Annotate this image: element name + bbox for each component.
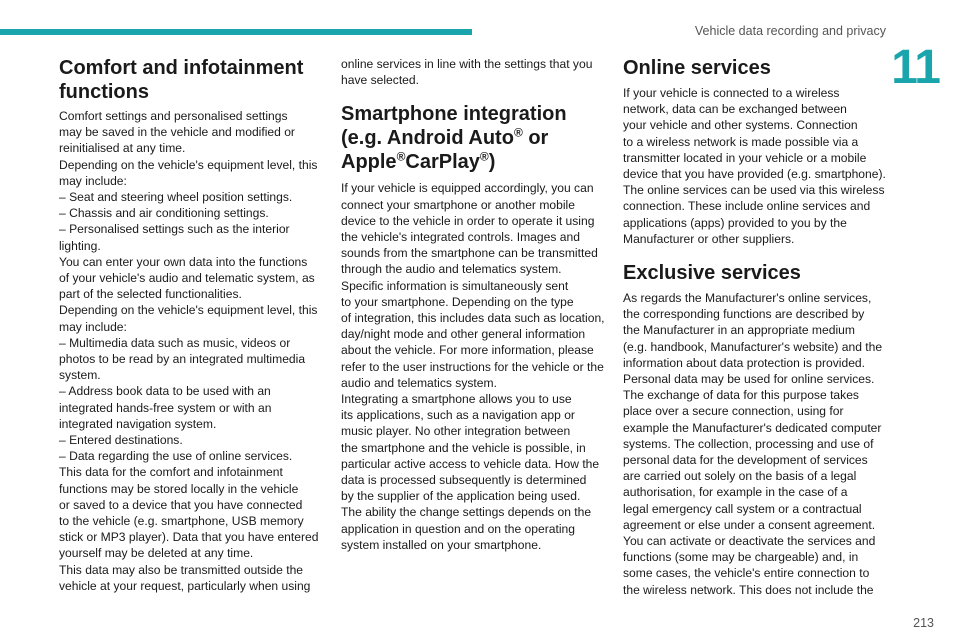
text-line: You can activate or deactivate the services and xyxy=(623,534,876,549)
heading-smartphone-integration xyxy=(341,102,606,174)
text-line: Depending on the vehicle's equipment level, this xyxy=(59,303,318,318)
registered-mark: ® xyxy=(396,149,406,164)
heading-line: functions xyxy=(59,81,149,103)
text-line: network, data can be exchanged between xyxy=(623,102,847,117)
smartphone-body-text xyxy=(341,180,606,553)
text-line: functions may be stored locally in the vehicle xyxy=(59,481,299,496)
text-line: If your vehicle is connected to a wireless xyxy=(623,86,840,100)
column-2 xyxy=(341,56,606,553)
text-line: or saved to a device that you have connected xyxy=(59,497,303,512)
text-line: may be saved in the vehicle and modified or xyxy=(59,125,295,140)
text-line: – Personalised settings such as the interior xyxy=(59,222,290,237)
text-line: Manufacturer or other suppliers. xyxy=(623,231,795,246)
text-line: the wireless network. This does not include the xyxy=(623,582,874,597)
text-line: your vehicle and other systems. Connection xyxy=(623,118,858,133)
continued-text xyxy=(341,56,606,88)
heading-line: Smartphone integration xyxy=(341,103,567,126)
header-accent-bar xyxy=(0,29,472,35)
text-line: photos to be read by an integrated multimedia xyxy=(59,352,306,367)
text-line: by the supplier of the application being used. xyxy=(341,489,581,504)
text-line: may include: xyxy=(59,173,127,188)
text-line: legal emergency call system or a contractual xyxy=(623,501,862,516)
text-line: – Chassis and air conditioning settings. xyxy=(59,206,269,221)
heading-online-services: Online services xyxy=(623,57,771,79)
text-line: connect your smartphone or another mobile xyxy=(341,197,575,212)
text-line: through the audio and telematics system. xyxy=(341,262,562,277)
text-line: the corresponding functions are described by xyxy=(623,307,865,322)
text-line: Personal data may be used for online services. xyxy=(623,372,875,387)
text-line: – Multimedia data such as music, videos or xyxy=(59,335,291,350)
text-line: place over a secure connection, using for xyxy=(623,404,844,419)
text-line: stick or MP3 player). Data that you have entered xyxy=(59,530,319,545)
text-line: online services in line with the settings that you xyxy=(341,57,593,71)
text-line: This data may also be transmitted outside the xyxy=(59,562,304,577)
text-line: reinitialised at any time. xyxy=(59,141,186,156)
text-line: system. xyxy=(59,368,101,383)
text-line: music player. No other integration between xyxy=(341,424,571,439)
text-line: have selected. xyxy=(341,73,419,88)
text-line: system installed on your smartphone. xyxy=(341,537,542,552)
text-line: about the vehicle. For more information, please xyxy=(341,343,594,358)
text-line: (e.g. handbook, Manufacturer's website) and the xyxy=(623,339,883,354)
text-line: to your smartphone. Depending on the type xyxy=(341,294,574,309)
text-line: If your vehicle is equipped accordingly, you can xyxy=(341,181,594,196)
text-line: authorisation, for example in the case of a xyxy=(623,485,848,500)
text-line: lighting. xyxy=(59,238,101,253)
text-line: of your vehicle's audio and telematic system, as xyxy=(59,271,315,286)
text-line: This data for the comfort and infotainment xyxy=(59,465,283,480)
text-line: device that you have provided (e.g. smartphone). xyxy=(623,167,886,182)
text-line: of integration, this includes data such as location, xyxy=(341,311,605,326)
text-line: integrated hands-free system or with an xyxy=(59,400,272,415)
text-line: The online services can be used via this wireless xyxy=(623,183,885,198)
text-line: application in question and on the operating xyxy=(341,521,575,536)
text-line: vehicle at your request, particularly when using xyxy=(59,578,311,593)
page-number: 213 xyxy=(913,616,934,630)
text-line: the smartphone and the vehicle is possible, in xyxy=(341,440,586,455)
heading-text: CarPlay xyxy=(405,151,480,174)
text-line: – Entered destinations. xyxy=(59,433,183,448)
text-line: – Seat and steering wheel position settings. xyxy=(59,190,293,205)
text-line: integrated navigation system. xyxy=(59,416,217,431)
text-line: device to the vehicle in order to operate it using xyxy=(341,213,595,228)
exclusive-services-body-text xyxy=(623,290,889,598)
text-line: sounds from the smartphone can be transmitted xyxy=(341,246,598,261)
text-line: some cases, the vehicle's entire connection to xyxy=(623,566,870,581)
text-line: to a wireless network is made possible via a xyxy=(623,134,859,149)
text-line: particular active access to vehicle data. How the xyxy=(341,456,600,471)
text-line: part of the selected functionalities. xyxy=(59,287,242,302)
text-line: information about data protection is provided. xyxy=(623,355,866,370)
heading-line: Comfort and infotainment xyxy=(59,57,304,79)
comfort-body-text xyxy=(59,108,321,594)
text-line: audio and telematics system. xyxy=(341,375,497,390)
text-line: its applications, such as a navigation app or xyxy=(341,408,575,423)
text-line: data is processed subsequently is determined xyxy=(341,473,587,488)
text-line: functions (some may be chargeable) and, in xyxy=(623,550,859,565)
registered-mark: ® xyxy=(479,149,489,164)
text-line: the vehicle's integrated controls. Images and xyxy=(341,230,580,245)
text-line: agreement or else under a consent agreement. xyxy=(623,517,876,532)
text-line: systems. The collection, processing and use of xyxy=(623,436,874,451)
text-line: Specific information is simultaneously sent xyxy=(341,278,569,293)
text-line: example the Manufacturer's dedicated computer xyxy=(623,420,882,435)
online-services-body-text xyxy=(623,85,889,247)
text-line: The ability the change settings depends on the xyxy=(341,505,592,520)
heading-text: Apple xyxy=(341,151,397,174)
chapter-number: 11 xyxy=(891,41,940,94)
text-line: day/night mode and other general information xyxy=(341,327,586,342)
text-line: – Address book data to be used with an xyxy=(59,384,271,399)
text-line: You can enter your own data into the functions xyxy=(59,254,308,269)
text-line: the Manufacturer in an appropriate medium xyxy=(623,323,855,338)
text-line: connection. These include online services and xyxy=(623,199,871,214)
heading-comfort-infotainment xyxy=(59,56,321,104)
text-line: The exchange of data for this purpose takes xyxy=(623,388,859,403)
text-line: transmitter located in your vehicle or a mobile xyxy=(623,150,867,165)
heading-text: ) xyxy=(488,151,496,174)
text-line: refer to the user instructions for the vehicle or the xyxy=(341,359,604,374)
text-line: to the vehicle (e.g. smartphone, USB memory xyxy=(59,514,304,529)
heading-exclusive-services: Exclusive services xyxy=(623,262,801,285)
text-line: personal data for the development of services xyxy=(623,453,868,468)
text-line: Integrating a smartphone allows you to use xyxy=(341,392,572,407)
text-line: – Data regarding the use of online services. xyxy=(59,449,293,464)
text-line: Depending on the vehicle's equipment level, this xyxy=(59,157,318,172)
running-head: Vehicle data recording and privacy xyxy=(694,24,886,38)
column-1 xyxy=(59,56,321,594)
text-line: applications (apps) provided to you by the xyxy=(623,215,847,230)
text-line: Comfort settings and personalised settings xyxy=(59,109,288,123)
registered-mark: ® xyxy=(513,125,523,140)
column-3 xyxy=(623,56,889,598)
text-line: yourself may be deleted at any time. xyxy=(59,546,254,561)
text-line: As regards the Manufacturer's online services, xyxy=(623,291,872,306)
text-line: are carried out solely on the basis of a legal xyxy=(623,469,857,484)
heading-text: (e.g. Android Auto xyxy=(341,127,514,150)
heading-text: or xyxy=(522,127,549,150)
text-line: may include: xyxy=(59,319,127,334)
